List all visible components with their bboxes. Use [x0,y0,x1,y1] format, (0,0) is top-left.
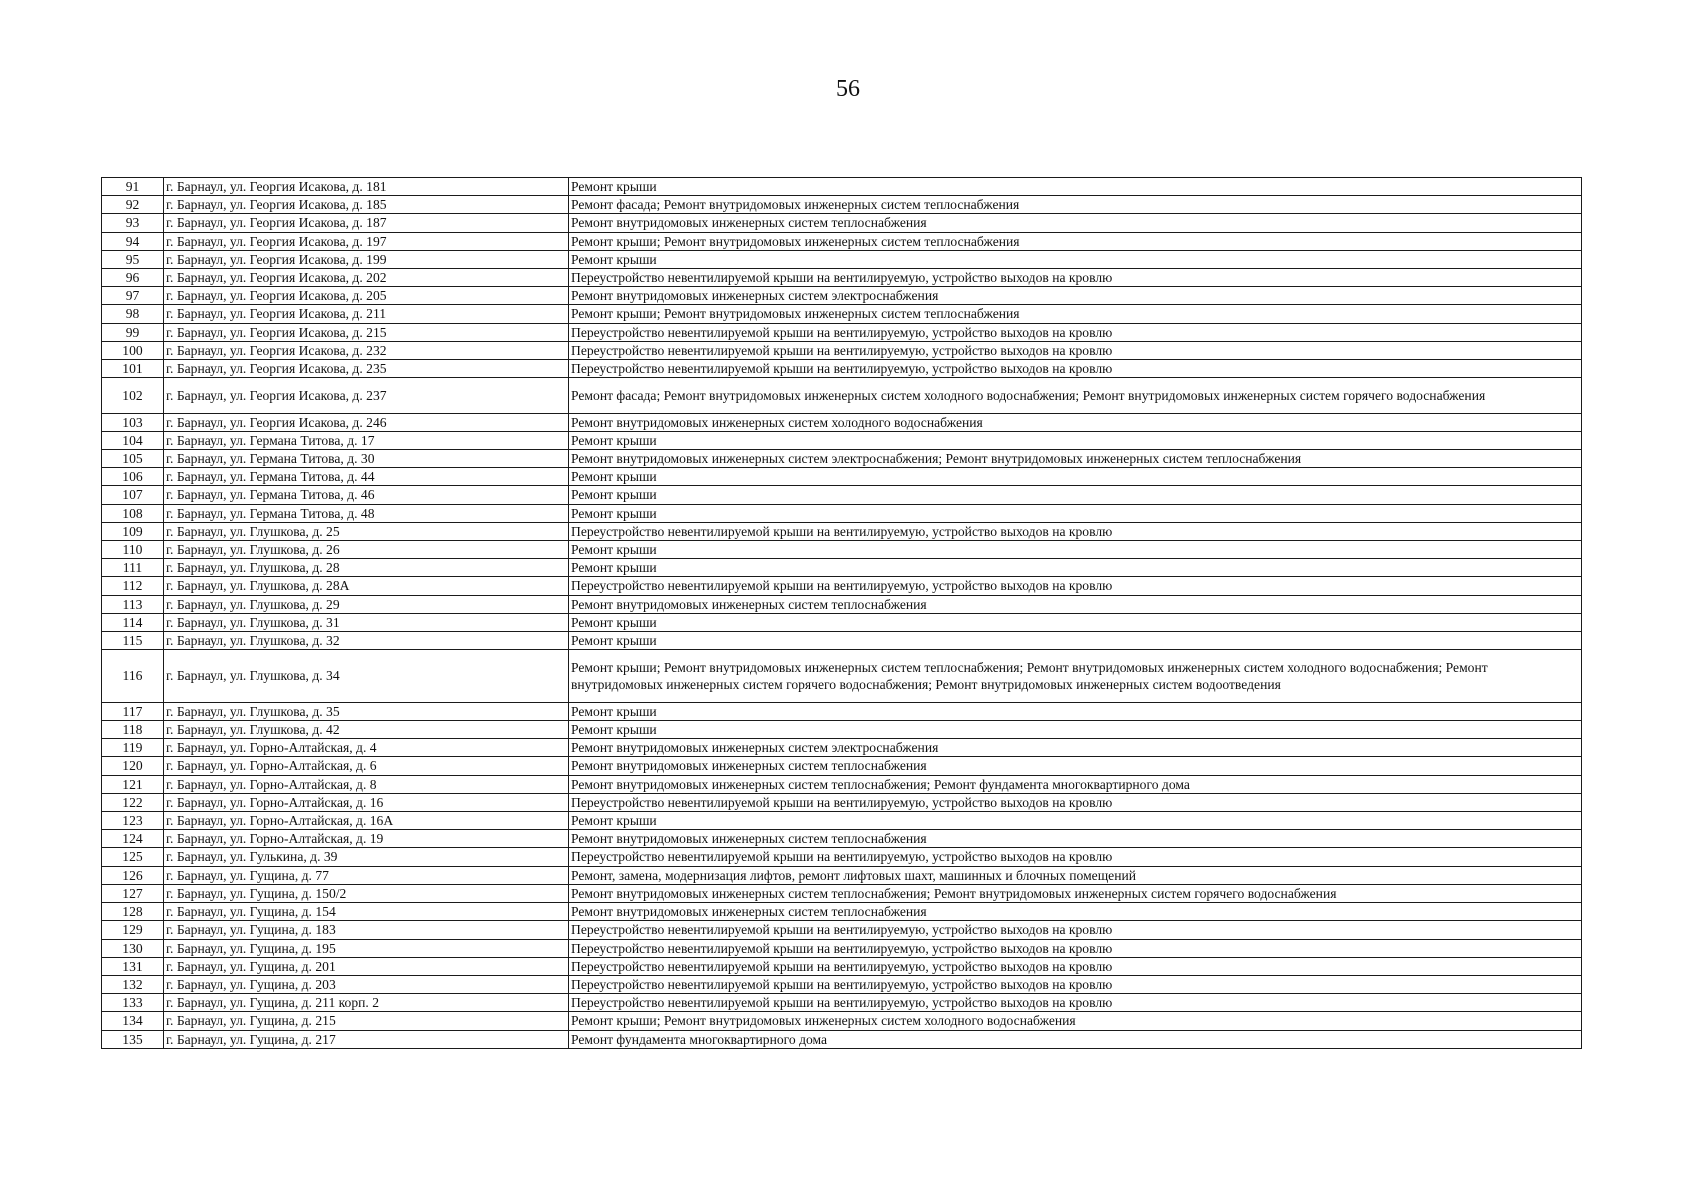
table-row [102,232,1582,250]
row-address: г. Барнаул, ул. Гущина, д. 195 [164,939,569,957]
row-number: 93 [102,214,164,232]
table-row [102,577,1582,595]
row-number: 122 [102,793,164,811]
row-address: г. Барнаул, ул. Глушкова, д. 31 [164,613,569,631]
table-row [102,269,1582,287]
row-number: 94 [102,232,164,250]
row-address: г. Барнаул, ул. Гущина, д. 217 [164,1030,569,1048]
table-row [102,903,1582,921]
row-number: 117 [102,702,164,720]
row-address: г. Барнаул, ул. Гущина, д. 154 [164,903,569,921]
row-number: 99 [102,323,164,341]
table-row [102,957,1582,975]
row-number: 128 [102,903,164,921]
row-work-type: Ремонт фасада; Ремонт внутридомовых инженерных систем теплоснабжения [569,196,1582,214]
row-number: 100 [102,341,164,359]
row-work-type: Переустройство невентилируемой крыши на вентилируемую, устройство выходов на кровлю [569,793,1582,811]
table-row [102,830,1582,848]
table-row [102,431,1582,449]
row-address: г. Барнаул, ул. Георгия Исакова, д. 235 [164,360,569,378]
table-row [102,702,1582,720]
row-address: г. Барнаул, ул. Георгия Исакова, д. 246 [164,413,569,431]
row-work-type: Переустройство невентилируемой крыши на вентилируемую, устройство выходов на кровлю [569,848,1582,866]
table-row [102,994,1582,1012]
table-row [102,522,1582,540]
row-work-type: Ремонт крыши [569,541,1582,559]
row-address: г. Барнаул, ул. Георгия Исакова, д. 237 [164,378,569,413]
row-number: 97 [102,287,164,305]
table-row [102,323,1582,341]
table-row [102,812,1582,830]
table-row [102,975,1582,993]
row-address: г. Барнаул, ул. Глушкова, д. 28А [164,577,569,595]
row-address: г. Барнаул, ул. Георгия Исакова, д. 211 [164,305,569,323]
table-row [102,486,1582,504]
row-address: г. Барнаул, ул. Горно-Алтайская, д. 16 [164,793,569,811]
row-address: г. Барнаул, ул. Горно-Алтайская, д. 8 [164,775,569,793]
row-address: г. Барнаул, ул. Германа Титова, д. 17 [164,431,569,449]
row-address: г. Барнаул, ул. Германа Титова, д. 30 [164,450,569,468]
row-address: г. Барнаул, ул. Германа Титова, д. 44 [164,468,569,486]
table-row [102,1012,1582,1030]
row-number: 105 [102,450,164,468]
row-address: г. Барнаул, ул. Георгия Исакова, д. 187 [164,214,569,232]
row-number: 111 [102,559,164,577]
row-number: 126 [102,866,164,884]
row-work-type: Ремонт внутридомовых инженерных систем электроснабжения [569,287,1582,305]
table-row [102,866,1582,884]
row-work-type: Переустройство невентилируемой крыши на вентилируемую, устройство выходов на кровлю [569,975,1582,993]
table-row [102,939,1582,957]
row-address: г. Барнаул, ул. Глушкова, д. 25 [164,522,569,540]
row-address: г. Барнаул, ул. Гущина, д. 203 [164,975,569,993]
row-work-type: Ремонт крыши [569,504,1582,522]
row-address: г. Барнаул, ул. Георгия Исакова, д. 199 [164,250,569,268]
row-work-type: Переустройство невентилируемой крыши на вентилируемую, устройство выходов на кровлю [569,341,1582,359]
table-row [102,1030,1582,1048]
row-work-type: Ремонт крыши [569,250,1582,268]
row-number: 127 [102,884,164,902]
table-row [102,413,1582,431]
row-number: 98 [102,305,164,323]
table-row [102,613,1582,631]
row-work-type: Ремонт крыши; Ремонт внутридомовых инженерных систем теплоснабжения [569,232,1582,250]
table-row [102,504,1582,522]
row-address: г. Барнаул, ул. Гущина, д. 211 корп. 2 [164,994,569,1012]
row-address: г. Барнаул, ул. Горно-Алтайская, д. 16А [164,812,569,830]
row-address: г. Барнаул, ул. Георгия Исакова, д. 205 [164,287,569,305]
table-row [102,214,1582,232]
row-number: 133 [102,994,164,1012]
row-address: г. Барнаул, ул. Глушкова, д. 42 [164,721,569,739]
row-work-type: Ремонт крыши [569,812,1582,830]
table-row [102,360,1582,378]
table-row [102,632,1582,650]
table-row [102,178,1582,196]
row-work-type: Переустройство невентилируемой крыши на вентилируемую, устройство выходов на кровлю [569,921,1582,939]
row-work-type: Переустройство невентилируемой крыши на вентилируемую, устройство выходов на кровлю [569,957,1582,975]
table-row [102,378,1582,413]
row-work-type: Ремонт крыши [569,468,1582,486]
row-number: 103 [102,413,164,431]
row-address: г. Барнаул, ул. Германа Титова, д. 48 [164,504,569,522]
row-number: 134 [102,1012,164,1030]
row-number: 123 [102,812,164,830]
row-number: 96 [102,269,164,287]
row-work-type: Переустройство невентилируемой крыши на вентилируемую, устройство выходов на кровлю [569,269,1582,287]
row-address: г. Барнаул, ул. Георгия Исакова, д. 181 [164,178,569,196]
registry-table [101,177,1582,1049]
row-number: 92 [102,196,164,214]
row-work-type: Переустройство невентилируемой крыши на вентилируемую, устройство выходов на кровлю [569,577,1582,595]
row-work-type: Переустройство невентилируемой крыши на вентилируемую, устройство выходов на кровлю [569,360,1582,378]
row-number: 125 [102,848,164,866]
row-address: г. Барнаул, ул. Георгия Исакова, д. 215 [164,323,569,341]
row-number: 135 [102,1030,164,1048]
row-address: г. Барнаул, ул. Гулькина, д. 39 [164,848,569,866]
row-address: г. Барнаул, ул. Глушкова, д. 35 [164,702,569,720]
row-number: 101 [102,360,164,378]
table-row [102,287,1582,305]
row-number: 129 [102,921,164,939]
row-number: 132 [102,975,164,993]
page-number: 56 [836,76,860,102]
row-address: г. Барнаул, ул. Гущина, д. 150/2 [164,884,569,902]
row-work-type: Ремонт внутридомовых инженерных систем теплоснабжения [569,903,1582,921]
table-row [102,250,1582,268]
row-address: г. Барнаул, ул. Георгия Исакова, д. 185 [164,196,569,214]
table-row [102,775,1582,793]
row-number: 118 [102,721,164,739]
table-row [102,595,1582,613]
row-work-type: Переустройство невентилируемой крыши на вентилируемую, устройство выходов на кровлю [569,323,1582,341]
row-address: г. Барнаул, ул. Гущина, д. 201 [164,957,569,975]
row-address: г. Барнаул, ул. Горно-Алтайская, д. 6 [164,757,569,775]
row-work-type: Ремонт фасада; Ремонт внутридомовых инженерных систем холодного водоснабжения; Ремонт внутридомовых инженерных систем горячего водоснабжения [569,378,1582,413]
row-number: 130 [102,939,164,957]
row-work-type: Переустройство невентилируемой крыши на вентилируемую, устройство выходов на кровлю [569,522,1582,540]
row-address: г. Барнаул, ул. Глушкова, д. 32 [164,632,569,650]
table-row [102,468,1582,486]
row-work-type: Ремонт внутридомовых инженерных систем теплоснабжения [569,214,1582,232]
table-row [102,559,1582,577]
row-work-type: Переустройство невентилируемой крыши на вентилируемую, устройство выходов на кровлю [569,994,1582,1012]
row-work-type: Ремонт внутридомовых инженерных систем теплоснабжения [569,830,1582,848]
table-row [102,305,1582,323]
row-number: 114 [102,613,164,631]
row-number: 121 [102,775,164,793]
row-number: 124 [102,830,164,848]
row-address: г. Барнаул, ул. Гущина, д. 215 [164,1012,569,1030]
row-work-type: Ремонт внутридомовых инженерных систем холодного водоснабжения [569,413,1582,431]
row-address: г. Барнаул, ул. Глушкова, д. 28 [164,559,569,577]
row-number: 102 [102,378,164,413]
table-row [102,884,1582,902]
row-work-type: Ремонт крыши [569,178,1582,196]
row-number: 110 [102,541,164,559]
row-work-type: Ремонт крыши [569,721,1582,739]
table-row [102,541,1582,559]
row-work-type: Ремонт внутридомовых инженерных систем электроснабжения; Ремонт внутридомовых инженерных систем теплоснабжения [569,450,1582,468]
row-work-type: Ремонт крыши [569,702,1582,720]
row-work-type: Ремонт крыши [569,559,1582,577]
row-work-type: Переустройство невентилируемой крыши на вентилируемую, устройство выходов на кровлю [569,939,1582,957]
row-number: 131 [102,957,164,975]
row-number: 112 [102,577,164,595]
table-row [102,650,1582,703]
row-work-type: Ремонт внутридомовых инженерных систем электроснабжения [569,739,1582,757]
row-number: 115 [102,632,164,650]
row-address: г. Барнаул, ул. Глушкова, д. 34 [164,650,569,703]
row-work-type: Ремонт фундамента многоквартирного дома [569,1030,1582,1048]
row-number: 108 [102,504,164,522]
row-number: 91 [102,178,164,196]
table-row [102,341,1582,359]
row-number: 116 [102,650,164,703]
row-address: г. Барнаул, ул. Гущина, д. 183 [164,921,569,939]
row-work-type: Ремонт внутридомовых инженерных систем теплоснабжения [569,595,1582,613]
row-number: 109 [102,522,164,540]
row-number: 107 [102,486,164,504]
row-number: 113 [102,595,164,613]
row-address: г. Барнаул, ул. Горно-Алтайская, д. 19 [164,830,569,848]
table-row [102,721,1582,739]
row-address: г. Барнаул, ул. Георгия Исакова, д. 197 [164,232,569,250]
row-number: 95 [102,250,164,268]
table-row [102,848,1582,866]
row-number: 119 [102,739,164,757]
row-work-type: Ремонт крыши [569,632,1582,650]
row-address: г. Барнаул, ул. Германа Титова, д. 46 [164,486,569,504]
table-row [102,793,1582,811]
row-work-type: Ремонт крыши; Ремонт внутридомовых инженерных систем холодного водоснабжения [569,1012,1582,1030]
registry-table-body [102,178,1582,1049]
row-work-type: Ремонт внутридомовых инженерных систем теплоснабжения [569,757,1582,775]
row-work-type: Ремонт крыши [569,431,1582,449]
table-row [102,450,1582,468]
row-work-type: Ремонт крыши [569,613,1582,631]
row-work-type: Ремонт крыши; Ремонт внутридомовых инженерных систем теплоснабжения; Ремонт внутридомовых инженерных систем холодного водоснабжения; Ремонт внутридомовых инженерных систем горячего водоснабжения; Ремонт внутридомовых инженерных систем водоотведения [569,650,1582,703]
row-address: г. Барнаул, ул. Георгия Исакова, д. 232 [164,341,569,359]
row-number: 104 [102,431,164,449]
row-work-type: Ремонт, замена, модернизация лифтов, ремонт лифтовых шахт, машинных и блочных помещений [569,866,1582,884]
row-work-type: Ремонт внутридомовых инженерных систем теплоснабжения; Ремонт фундамента многоквартирного дома [569,775,1582,793]
table-row [102,757,1582,775]
row-number: 106 [102,468,164,486]
row-address: г. Барнаул, ул. Глушкова, д. 29 [164,595,569,613]
row-address: г. Барнаул, ул. Глушкова, д. 26 [164,541,569,559]
row-work-type: Ремонт крыши; Ремонт внутридомовых инженерных систем теплоснабжения [569,305,1582,323]
table-row [102,921,1582,939]
row-work-type: Ремонт внутридомовых инженерных систем теплоснабжения; Ремонт внутридомовых инженерных систем горячего водоснабжения [569,884,1582,902]
table-row [102,196,1582,214]
row-address: г. Барнаул, ул. Горно-Алтайская, д. 4 [164,739,569,757]
row-work-type: Ремонт крыши [569,486,1582,504]
table-row [102,739,1582,757]
row-address: г. Барнаул, ул. Гущина, д. 77 [164,866,569,884]
row-number: 120 [102,757,164,775]
row-address: г. Барнаул, ул. Георгия Исакова, д. 202 [164,269,569,287]
